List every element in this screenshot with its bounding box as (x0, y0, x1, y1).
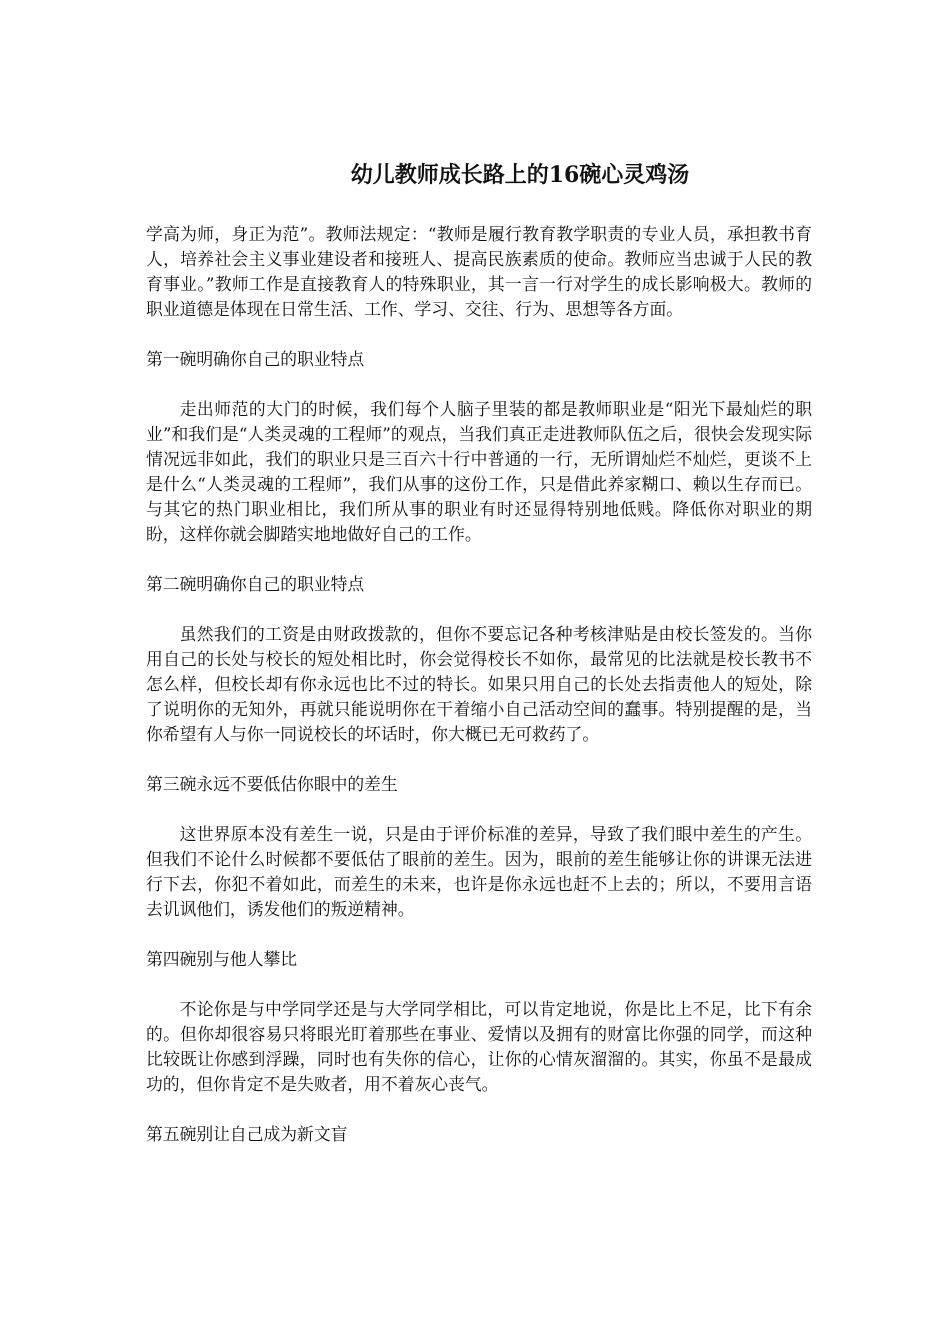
section-heading-2: 第二碗明确你自己的职业特点 (146, 574, 365, 594)
section-heading-1: 第一碗明确你自己的职业特点 (146, 349, 365, 369)
section-body-4: 不论你是与中学同学还是与大学同学相比，可以肯定地说，你是比上不足，比下有余的。但你却很容易只将眼光盯着那些在事业、爱情以及拥有的财富比你强的同学，而这种比较既让你感到浮躁，同时也有失你的信心，让你的心情灰溜溜的。其实，你虽不是最成功的，但你肯定不是失败者，用不着灰心丧气。 (146, 999, 812, 1094)
section-heading-5: 第五碗别让自己成为新文盲 (146, 1124, 348, 1144)
intro-paragraph: 学高为师，身正为范”。教师法规定：“教师是履行教育教学职责的专业人员，承担教书育人，培养社会主义事业建设者和接班人、提高民族素质的使命。教师应当忠诚于人民的教育事业。”教师工作是直接教育人的特殊职业，其一言一行对学生的成长影响极大。教师的职业道德是体现在日常生活、工作、学习、交往、行为、思想等各方面。 (146, 224, 812, 319)
section-body-2: 虽然我们的工资是由财政拨款的，但你不要忘记各种考核津贴是由校长签发的。当你用自己的长处与校长的短处相比时，你会觉得校长不如你，最常见的比法就是校长教书不怎么样，但校长却有你永远也比不过的特长。如果只用自己的长处去指责他人的短处，除了说明你的无知外，再就只能说明你在干着缩小自己活动空间的蠢事。特别提醒的是，当你希望有人与你一同说校长的坏话时，你大概已无可救药了。 (146, 624, 812, 744)
document-title: 幼儿教师成长路上的16碗心灵鸡汤 (350, 162, 690, 188)
section-body-3: 这世界原本没有差生一说，只是由于评价标准的差异，导致了我们眼中差生的产生。但我们不论什么时候都不要低估了眼前的差生。因为，眼前的差生能够让你的讲课无法进行下去，你犯不着如此，而差生的未来，也许是你永远也赶不上去的；所以，不要用言语去讥讽他们，诱发他们的叛逆精神。 (146, 824, 812, 919)
section-heading-4: 第四碗别与他人攀比 (146, 949, 298, 969)
document-content (146, 222, 812, 1172)
section-heading-3: 第三碗永远不要低估你眼中的差生 (146, 774, 398, 794)
section-body-1: 走出师范的大门的时候，我们每个人脑子里装的都是教师职业是“阳光下最灿烂的职业”和我们是“人类灵魂的工程师”的观点，当我们真正走进教师队伍之后，很快会发现实际情况远非如此，我们的职业只是三百六十行中普通的一行，无所谓灿烂不灿烂，更谈不上是什么“人类灵魂的工程师”，我们从事的这份工作，只是借此养家糊口、赖以生存而已。与其它的热门职业相比，我们所从事的职业有时还显得特别地低贱。降低你对职业的期盼，这样你就会脚踏实地地做好自己的工作。 (146, 399, 812, 544)
